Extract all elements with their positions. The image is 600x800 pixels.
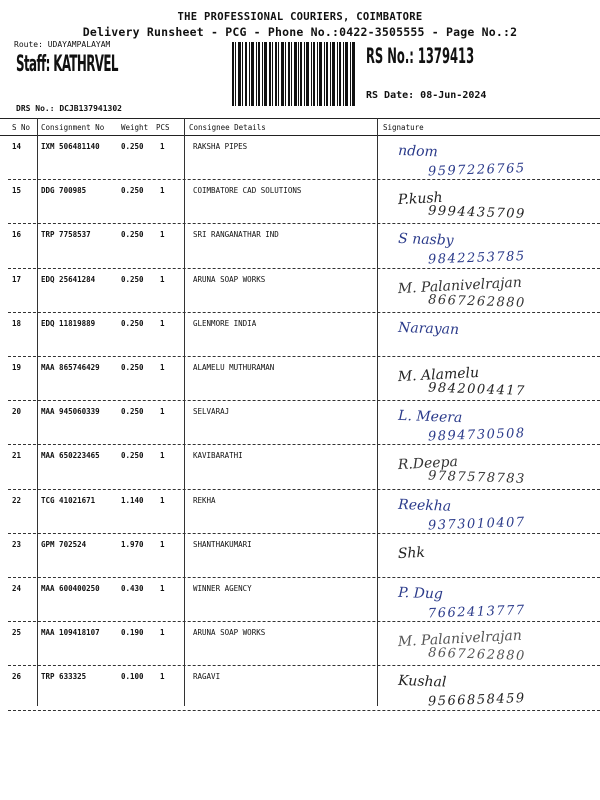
weight-cell: 1.970 [121,540,144,549]
weight-cell: 0.250 [121,407,144,416]
signature-phone: 9787578783 [427,468,527,487]
handwritten-signature [378,356,598,400]
sno-cell: 26 [12,672,22,681]
sno-cell: 15 [12,186,22,195]
handwritten-signature [378,577,598,621]
table-row [0,665,600,709]
signature-name: Narayan [397,319,460,339]
pcs-cell: 1 [160,407,165,416]
table-row [0,533,600,577]
column-header-sno: S No [12,123,31,132]
signature-name: Reekha [397,496,452,515]
signature-name: R.Deepa [397,454,459,474]
sno-cell: 20 [12,407,22,416]
consignee-cell: RAGAVI [193,672,221,681]
sno-cell: 18 [12,319,22,328]
column-header-signature: Signature [383,123,424,132]
consignment-cell: MAA 109418107 [41,628,100,637]
table-row [0,179,600,223]
consignment-cell: EDQ 25641284 [41,275,96,284]
consignment-cell: EDQ 11819889 [41,319,96,328]
staff-label: Staff: KATHRVEL [16,52,118,77]
signature-name: ndom [397,142,439,161]
consignee-cell: REKHA [193,496,216,505]
signature-phone: 9597226765 [427,161,526,179]
table-row [0,312,600,356]
consignment-cell: MAA 945060339 [41,407,100,416]
weight-cell: 1.140 [121,496,144,505]
signature-phone: 9842253785 [427,249,526,267]
column-header-consignee: Consignee Details [189,123,266,132]
route-label: Route: UDAYAMPALAYAM [14,40,111,49]
table-row [0,577,600,621]
weight-cell: 0.250 [121,363,144,372]
signature-name: S nasby [397,230,454,249]
sno-cell: 21 [12,451,22,460]
consignee-cell: ARUNA SOAP WORKS [193,628,266,637]
weight-cell: 0.190 [121,628,144,637]
signature-phone: 7662413777 [427,603,526,621]
table-top-rule [0,118,600,119]
consignment-cell: TCG 41021671 [41,496,96,505]
table-row [0,268,600,312]
handwritten-signature [378,400,598,444]
consignee-cell: ARUNA SOAP WORKS [193,275,266,284]
pcs-cell: 1 [160,584,165,593]
handwritten-signature [378,312,598,356]
signature-phone: 9566858459 [427,691,526,709]
weight-cell: 0.250 [121,230,144,239]
pcs-cell: 1 [160,319,165,328]
barcode-image [232,42,355,106]
handwritten-signature [378,268,598,312]
rs-number: RS No.: 1379413 [366,44,475,68]
handwritten-signature [378,489,598,533]
consignee-cell: SELVARAJ [193,407,230,416]
handwritten-signature [378,621,598,665]
signature-name: M. Alamelu [397,364,480,386]
weight-cell: 0.100 [121,672,144,681]
signature-phone: 8667262880 [427,645,527,664]
signature-name: Shk [397,544,426,563]
rs-date: RS Date: 08-Jun-2024 [366,90,487,101]
pcs-cell: 1 [160,540,165,549]
pcs-cell: 1 [160,186,165,195]
sno-cell: 25 [12,628,22,637]
signature-name: Kushal [397,672,447,691]
handwritten-signature [378,533,598,577]
table-row [0,400,600,444]
column-header-pcs: PCS [156,123,170,132]
pcs-cell: 1 [160,275,165,284]
pcs-cell: 1 [160,496,165,505]
consignee-cell: WINNER AGENCY [193,584,252,593]
signature-name: M. Palanivelrajan [397,274,523,298]
signature-name: M. Palanivelrajan [397,627,523,651]
weight-cell: 0.430 [121,584,144,593]
consignment-cell: TRP 633325 [41,672,87,681]
column-header-weight: Weight [121,123,149,132]
signature-phone: 9994435709 [427,203,527,222]
consignee-cell: ALAMELU MUTHURAMAN [193,363,275,372]
handwritten-signature [378,665,598,709]
sno-cell: 16 [12,230,22,239]
table-row [0,489,600,533]
sno-cell: 22 [12,496,22,505]
pcs-cell: 1 [160,451,165,460]
weight-cell: 0.250 [121,319,144,328]
consignee-cell: SHANTHAKUMARI [193,540,252,549]
table-row [0,135,600,179]
pcs-cell: 1 [160,672,165,681]
row-divider [8,710,600,711]
signature-name: L. Meera [397,407,463,427]
weight-cell: 0.250 [121,275,144,284]
consignee-cell: SRI RANGANATHAR IND [193,230,279,239]
handwritten-signature [378,135,598,179]
sno-cell: 24 [12,584,22,593]
page-title: THE PROFESSIONAL COURIERS, COIMBATORE [177,11,423,23]
consignment-cell: IXM 506481140 [41,142,100,151]
signature-phone: 9373010407 [427,515,526,533]
consignee-cell: KAVIBARATHI [193,451,243,460]
table-row [0,356,600,400]
table-row [0,444,600,488]
consignment-cell: MAA 650223465 [41,451,100,460]
consignment-cell: GPM 702524 [41,540,87,549]
handwritten-signature [378,179,598,223]
consignee-cell: COIMBATORE CAD SOLUTIONS [193,186,302,195]
handwritten-signature [378,223,598,267]
consignment-cell: MAA 865746429 [41,363,100,372]
signature-name: P.kush [397,189,443,209]
handwritten-signature [378,444,598,488]
sno-cell: 19 [12,363,22,372]
sno-cell: 23 [12,540,22,549]
table-row [0,621,600,665]
pcs-cell: 1 [160,230,165,239]
consignment-cell: DDG 700985 [41,186,87,195]
pcs-cell: 1 [160,142,165,151]
drs-number: DRS No.: DCJB137941302 [16,104,122,113]
signature-name: P. Dug [397,584,444,603]
signature-phone: 9894730508 [427,426,526,444]
runsheet-subtitle: Delivery Runsheet - PCG - Phone No.:0422-3505555 - Page No.:2 [82,25,518,39]
column-header-consignment: Consignment No [41,123,105,132]
pcs-cell: 1 [160,363,165,372]
consignee-cell: RAKSHA PIPES [193,142,248,151]
pcs-cell: 1 [160,628,165,637]
consignee-cell: GLENMORE INDIA [193,319,257,328]
signature-phone: 8667262880 [427,292,527,311]
consignment-cell: MAA 600400250 [41,584,100,593]
signature-phone: 9842004417 [427,380,527,399]
consignment-cell: TRP 7758537 [41,230,91,239]
weight-cell: 0.250 [121,142,144,151]
table-row [0,223,600,267]
sno-cell: 17 [12,275,22,284]
weight-cell: 0.250 [121,186,144,195]
sno-cell: 14 [12,142,22,151]
weight-cell: 0.250 [121,451,144,460]
